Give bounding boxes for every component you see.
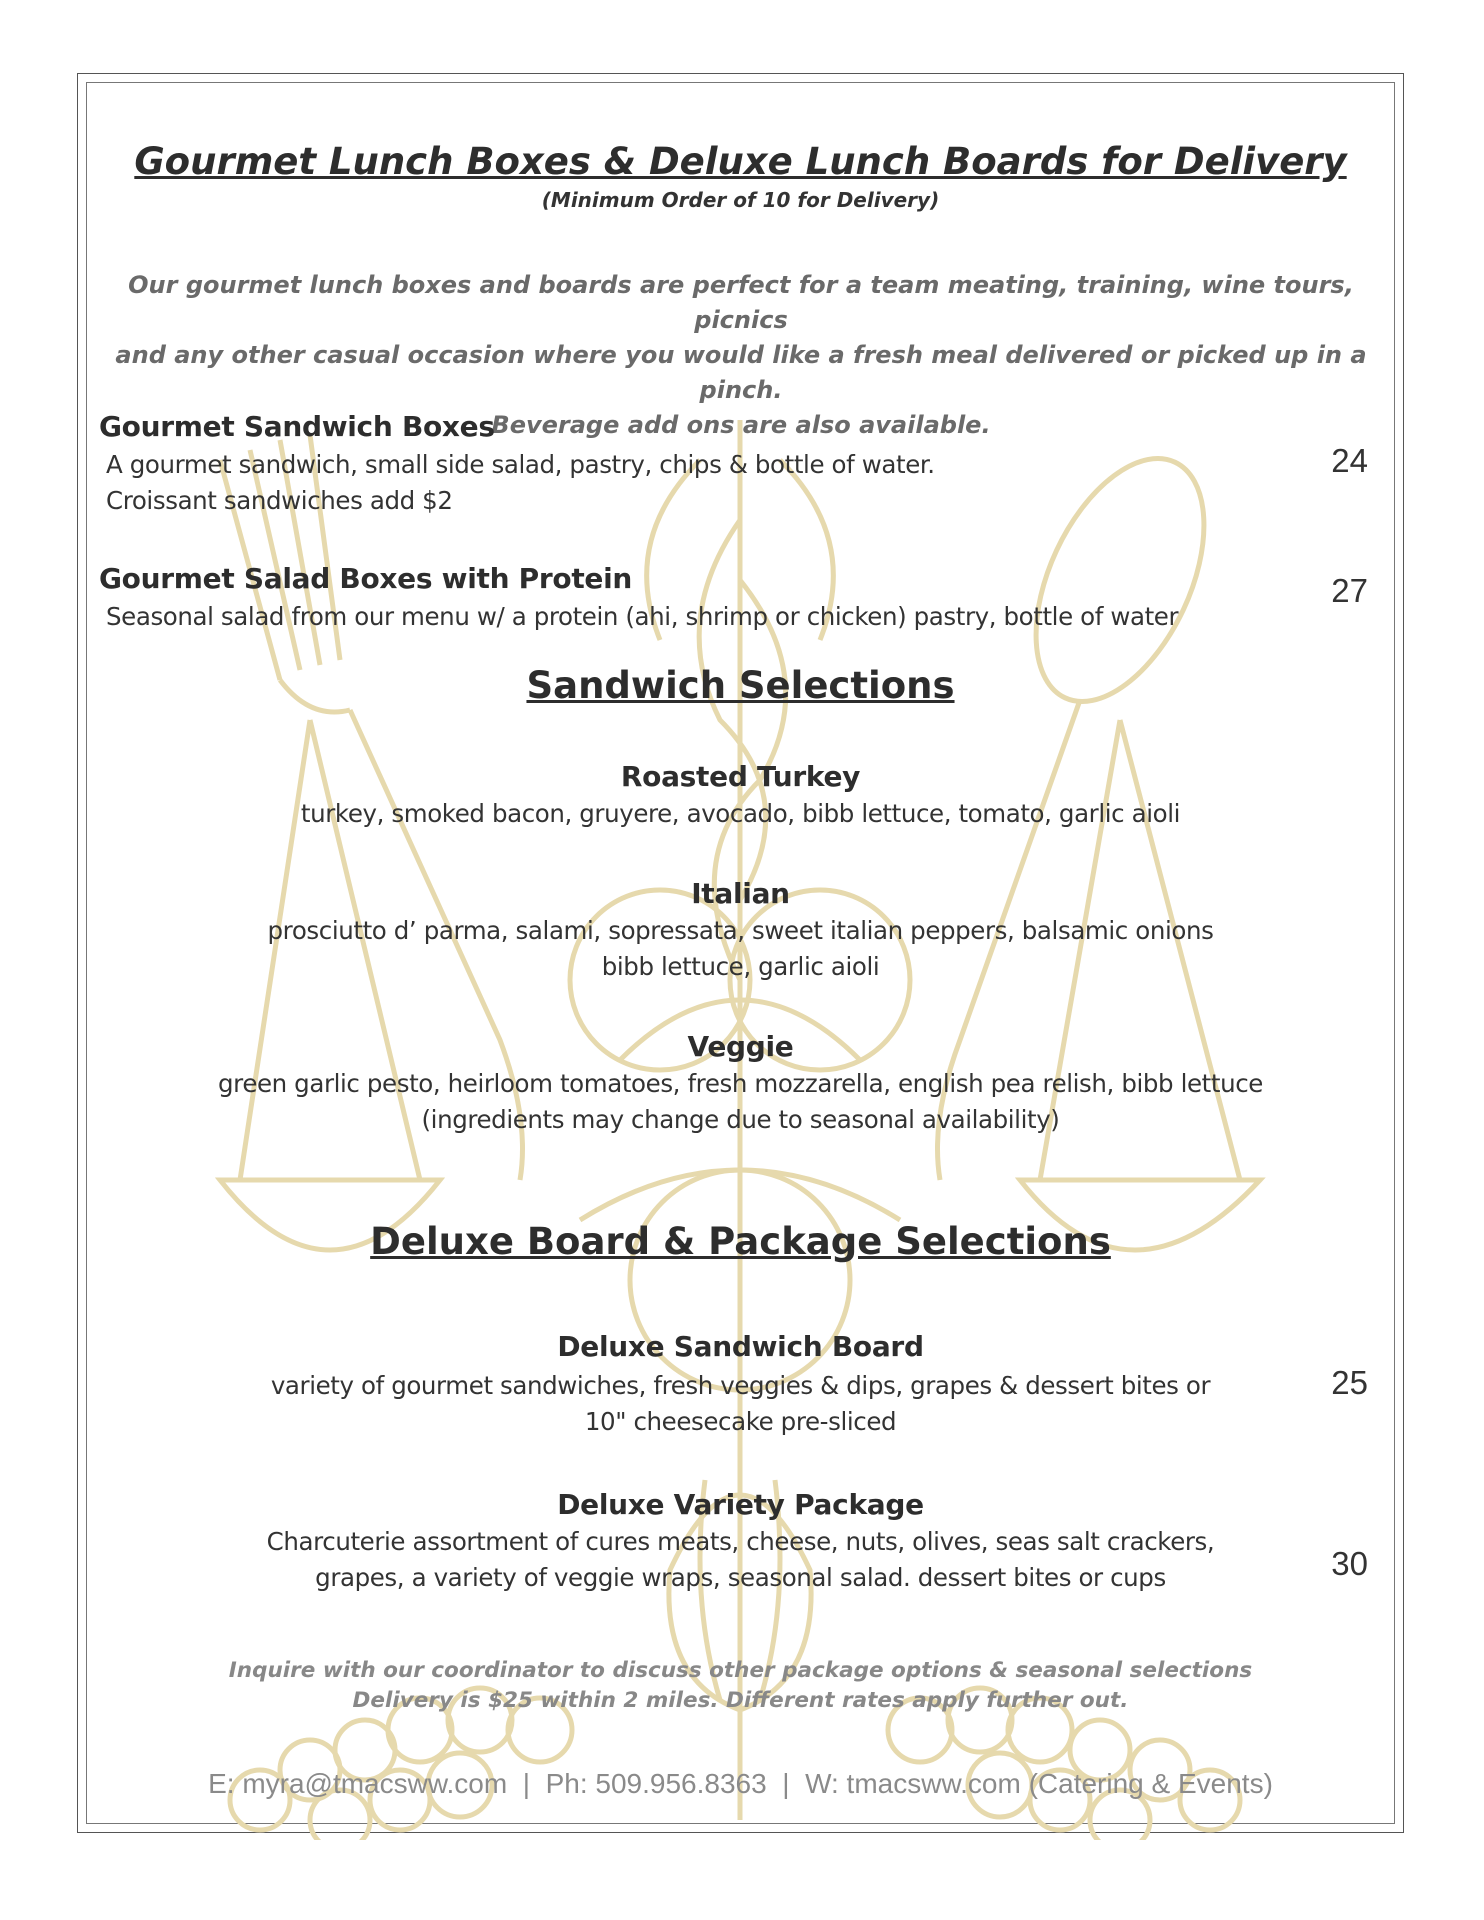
desc-line: variety of gourmet sandwiches, fresh veggies & dips, grapes & dessert bites or [270,1371,1211,1400]
intro-line: and any other casual occasion where you would like a fresh meal delivered or picked up in a pinch. [115,341,1367,404]
item-desc-veggie [86,1066,1395,1138]
desc-line: turkey, smoked bacon, gruyere, avocado, bibb lettuce, tomato, garlic aioli [300,799,1181,828]
item-desc-salad-boxes [106,599,1178,635]
desc-line: 10" cheesecake pre-sliced [584,1407,897,1436]
page-subtitle: (Minimum Order of 10 for Delivery) [541,188,940,212]
item-desc-deluxe-variety-package [86,1524,1395,1596]
item-desc-italian [86,913,1395,985]
price-deluxe-sandwich-board: 25 [1331,1364,1368,1401]
item-name-sandwich-boxes: Gourmet Sandwich Boxes [99,410,495,443]
price-salad-boxes: 27 [1331,572,1368,609]
intro-line: Our gourmet lunch boxes and boards are perfect for a team meating, training, wine tours, picnics [128,271,1354,334]
note-line: Delivery is $25 within 2 miles. Different rates apply further out. [352,1688,1129,1713]
item-desc-deluxe-sandwich-board [86,1368,1395,1440]
item-name-italian: Italian [691,877,790,910]
desc-line: Croissant sandwiches add $2 [106,486,453,515]
delivery-note [86,1656,1395,1716]
item-desc-roasted-turkey [86,796,1395,832]
note-line: Inquire with our coordinator to discuss other package options & seasonal selections [228,1658,1253,1683]
desc-line: green garlic pesto, heirloom tomatoes, fresh mozzarella, english pea relish, bibb lettuce [218,1069,1263,1098]
section-heading-deluxe: Deluxe Board & Package Selections [370,1220,1111,1263]
item-name-salad-boxes: Gourmet Salad Boxes with Protein [99,562,633,595]
desc-line: bibb lettuce, garlic aioli [601,952,880,981]
section-heading-sandwich: Sandwich Selections [526,664,955,707]
desc-line: Seasonal salad from our menu w/ a protein (ahi, shrimp or chicken) pastry, bottle of water [106,602,1179,631]
price-sandwich-boxes: 24 [1331,442,1368,479]
desc-line: A gourmet sandwich, small side salad, pastry, chips & bottle of water. [106,450,935,479]
page-title: Gourmet Lunch Boxes & Deluxe Lunch Boards for Delivery [134,140,1347,183]
desc-line: Charcuterie assortment of cures meats, cheese, nuts, olives, seas salt crackers, [266,1527,1215,1556]
item-name-roasted-turkey: Roasted Turkey [620,760,861,793]
intro-line: Beverage add ons are also available. [491,411,991,439]
desc-line: (ingredients may change due to seasonal availability) [421,1105,1060,1134]
item-name-deluxe-sandwich-board: Deluxe Sandwich Board [557,1330,924,1363]
desc-line: prosciutto d’ parma, salami, sopressata, sweet italian peppers, balsamic onions [267,916,1214,945]
item-desc-sandwich-boxes [106,447,935,519]
item-name-veggie: Veggie [687,1030,794,1063]
price-deluxe-variety-package: 30 [1331,1545,1368,1582]
item-name-deluxe-variety-package: Deluxe Variety Package [557,1488,924,1521]
desc-line: grapes, a variety of veggie wraps, seasonal salad. dessert bites or cups [315,1563,1166,1592]
contact-footer: E: myra@tmacsww.com | Ph: 509.956.8363 | W: tmacsww.com (Catering & Events) [208,1768,1273,1799]
